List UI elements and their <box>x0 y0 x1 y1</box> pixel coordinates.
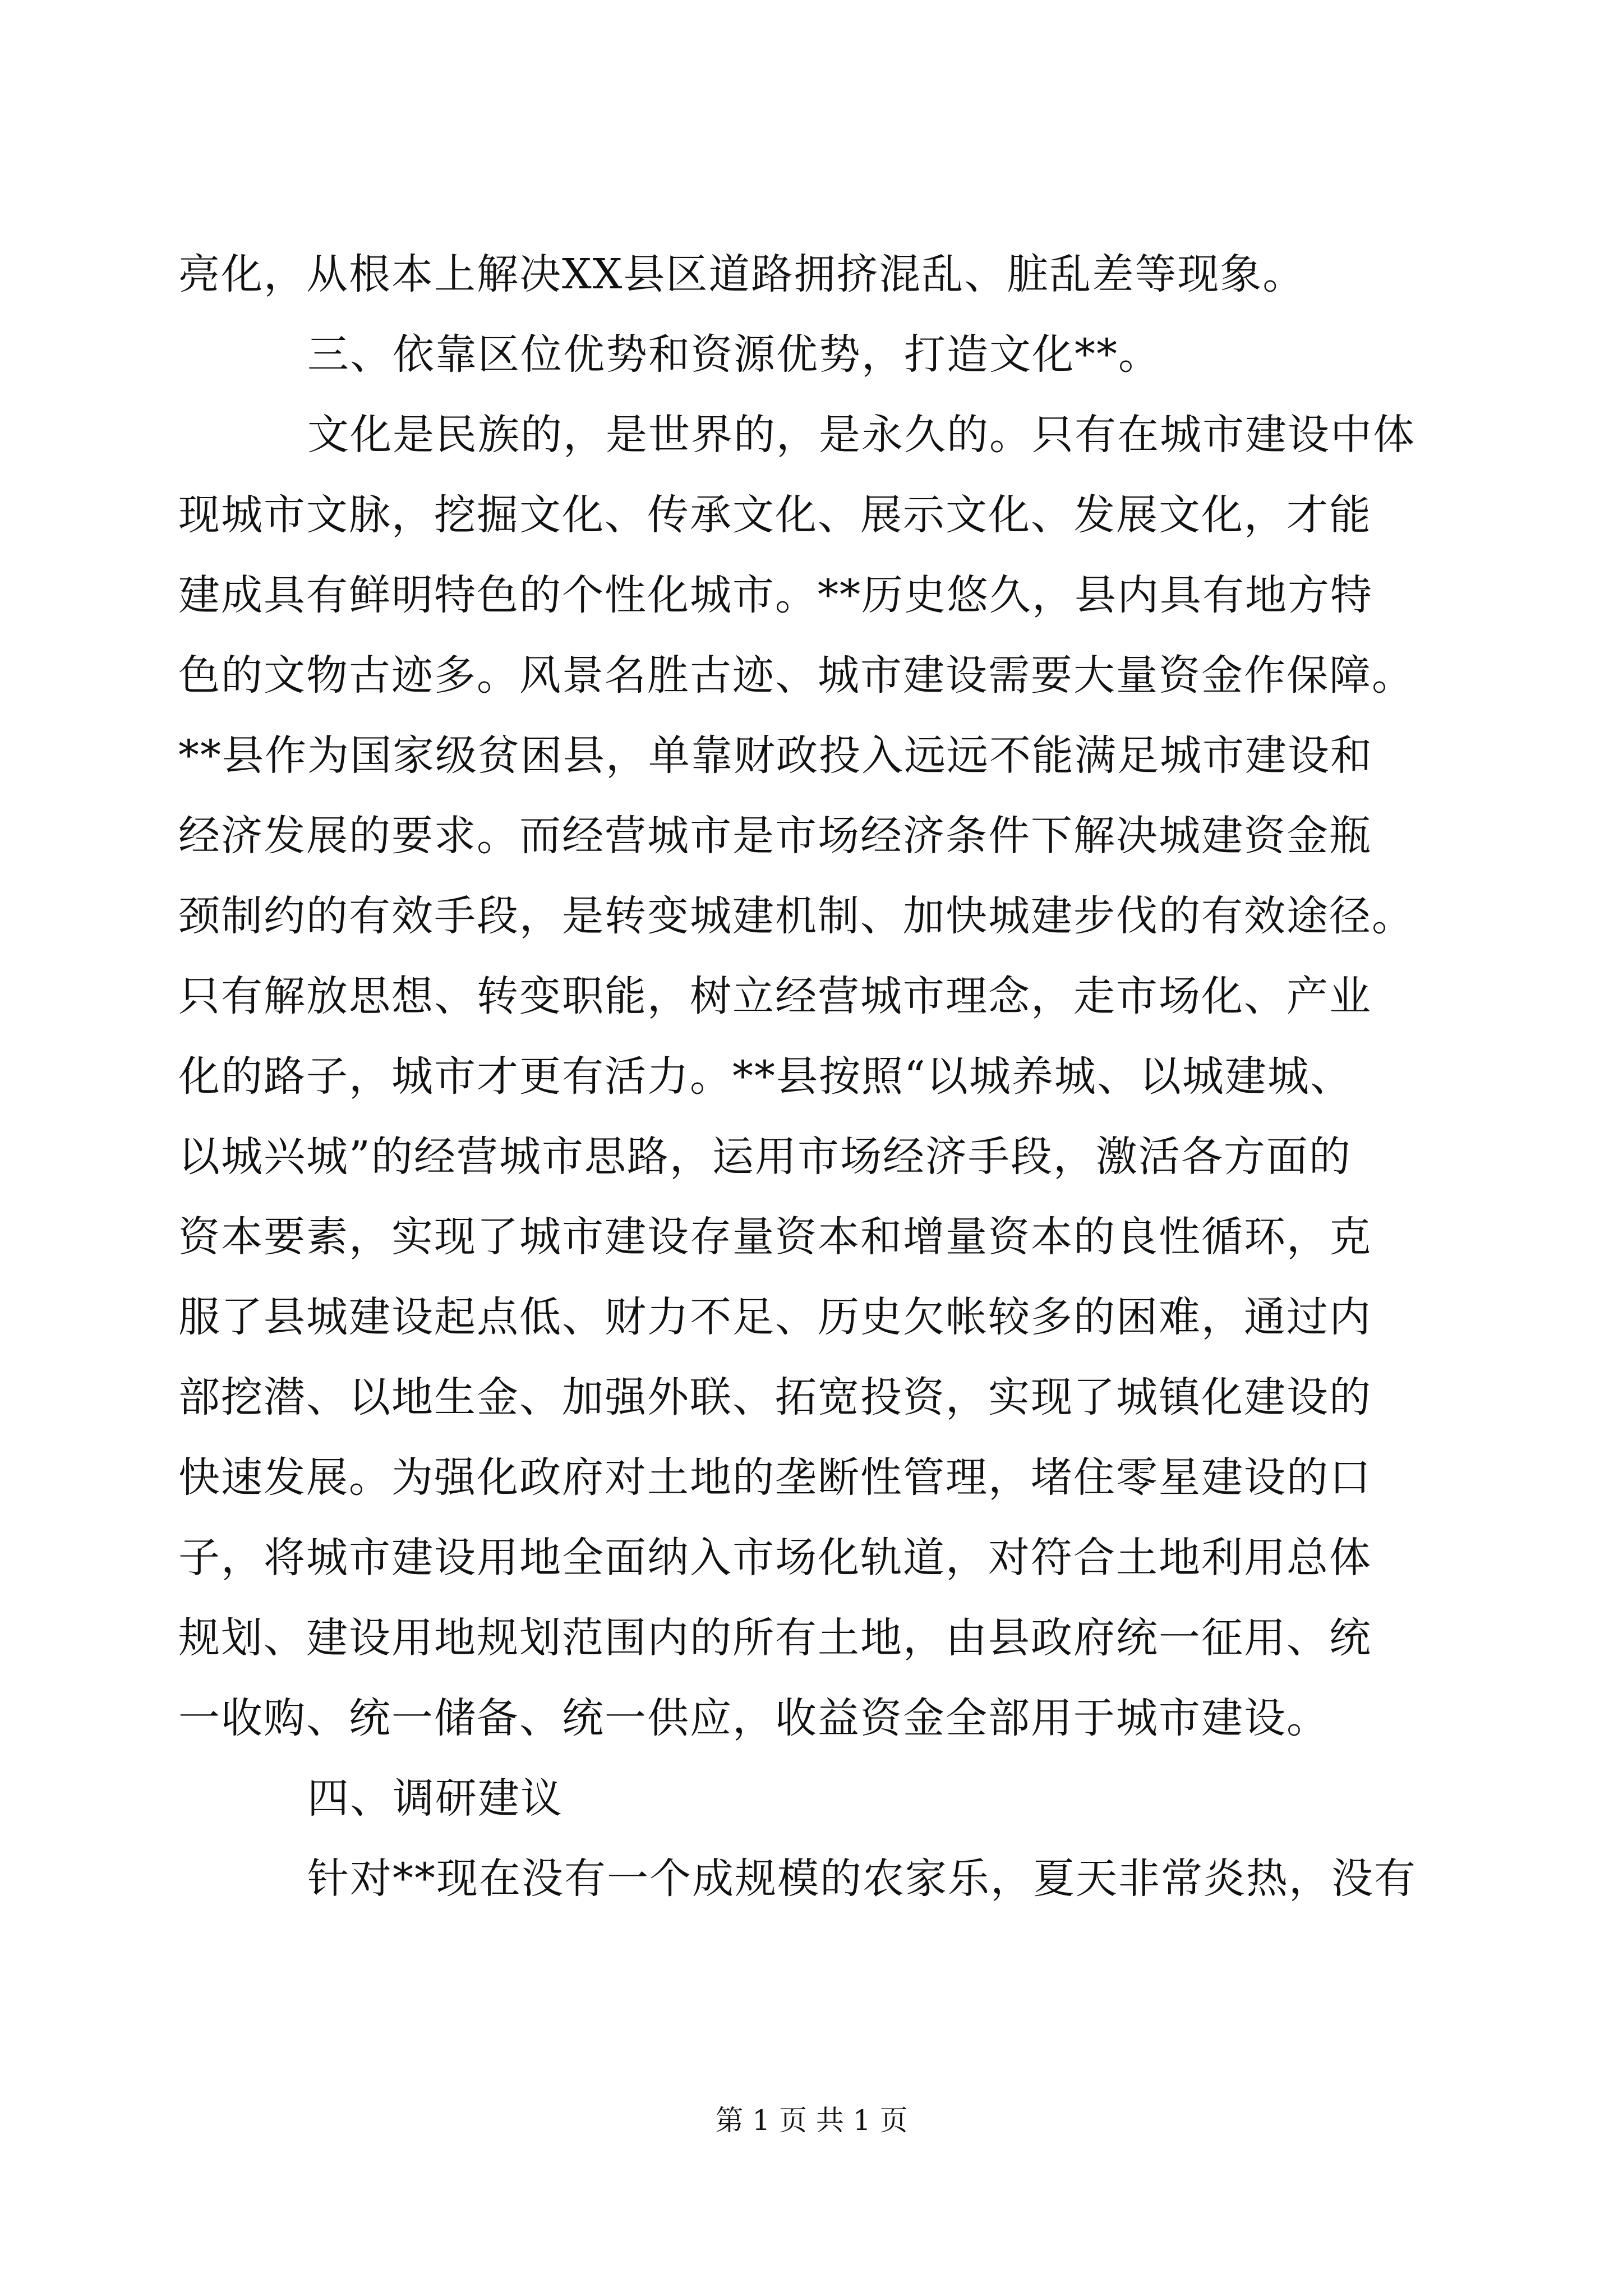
text-line: 一收购、统一储备、统一供应，收益资金全部用于城市建设。 <box>178 1694 1329 1742</box>
text-line: 建成具有鲜明特色的个性化城市。**历史悠久，县内具有地方特 <box>178 571 1373 619</box>
text-line: 部挖潜、以地生金、加强外联、拓宽投资，实现了城镇化建设的 <box>178 1373 1372 1421</box>
text-line: 只有解放思想、转变职能，树立经营城市理念，走市场化、产业 <box>178 972 1372 1020</box>
text-line: 经济发展的要求。而经营城市是市场经济条件下解决城建资金瓶 <box>178 812 1372 860</box>
text-line: 资本要素，实现了城市建设存量资本和增量资本的良性循环，克 <box>178 1213 1372 1261</box>
text-line: 以城兴城”的经营城市思路，运用市场经济手段，激活各方面的 <box>178 1133 1352 1181</box>
text-line: **县作为国家级贫困县，单靠财政投入远远不能满足城市建设和 <box>178 731 1373 780</box>
text-line: 文化是民族的，是世界的，是永久的。只有在城市建设中体 <box>307 411 1415 459</box>
text-line: 规划、建设用地规划范围内的所有土地，由县政府统一征用、统 <box>178 1614 1372 1662</box>
section-heading: 三、依靠区位优势和资源优势，打造文化**。 <box>307 330 1161 379</box>
text-line: 现城市文脉，挖掘文化、传承文化、展示文化、发展文化，才能 <box>178 491 1372 539</box>
text-line: 子，将城市建设用地全面纳入市场化轨道，对符合土地利用总体 <box>178 1534 1372 1582</box>
text-line: 快速发展。为强化政府对土地的垄断性管理，堵住零星建设的口 <box>178 1453 1372 1502</box>
text-line: 颈制约的有效手段，是转变城建机制、加快城建步伐的有效途径。 <box>178 892 1414 940</box>
text-line: 化的路子，城市才更有活力。**县按照“以城养城、以城建城、 <box>178 1052 1353 1101</box>
text-line: 针对**现在没有一个成规模的农家乐，夏天非常炎热，没有 <box>307 1855 1417 1903</box>
text-line: 亮化，从根本上解决XX县区道路拥挤混乱、脏乱差等现象。 <box>178 250 1306 298</box>
page-footer: 第 1 页 共 1 页 <box>715 2104 908 2137</box>
text-line: 服了县城建设起点低、财力不足、历史欠帐较多的困难，通过内 <box>178 1293 1372 1341</box>
text-line: 色的文物古迹多。风景名胜古迹、城市建设需要大量资金作保障。 <box>178 651 1414 700</box>
document-body <box>178 234 1446 1919</box>
section-heading: 四、调研建议 <box>307 1774 563 1823</box>
